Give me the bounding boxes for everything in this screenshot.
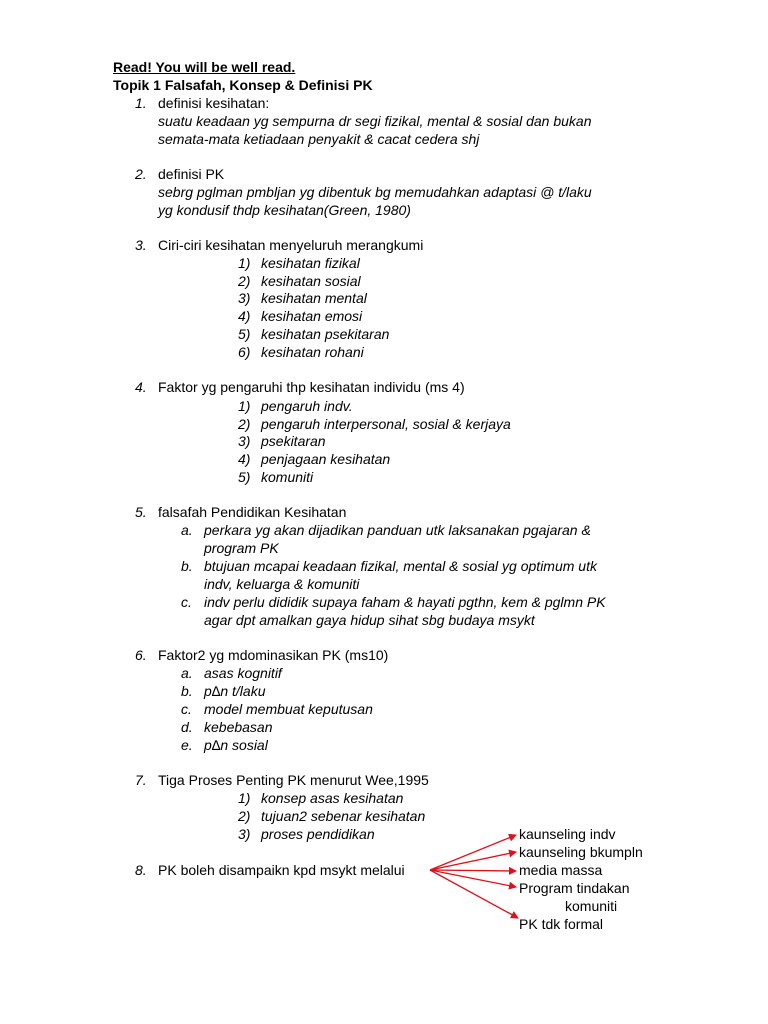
channel-program-tindakan-cont: komuniti xyxy=(565,898,618,914)
list-text: perkara yg akan dijadikan panduan utk laksanakan pgajaran & xyxy=(204,522,591,538)
section-title: Faktor2 yg mdominasikan PK (ms10) xyxy=(158,647,389,663)
list-text: tujuan2 sebenar kesihatan xyxy=(261,808,426,824)
list-marker: 1) xyxy=(238,790,251,806)
list-text: kebebasan xyxy=(204,719,273,735)
list-marker: 2) xyxy=(238,808,251,824)
list-text: kesihatan fizikal xyxy=(261,255,360,271)
section-title: Faktor yg pengaruhi thp kesihatan individu (ms 4) xyxy=(158,379,465,395)
channel-media-massa: media massa xyxy=(519,862,603,878)
list-text: proses pendidikan xyxy=(261,826,375,842)
list-marker: 1) xyxy=(238,398,251,414)
list-marker: 5) xyxy=(238,326,251,342)
section-title: Ciri-ciri kesihatan menyeluruh merangkumi xyxy=(158,237,424,253)
list-text: kesihatan mental xyxy=(261,290,367,306)
section-body-line: yg kondusif thdp kesihatan(Green, 1980) xyxy=(158,202,411,218)
list-marker: a. xyxy=(181,665,193,681)
list-text: asas kognitif xyxy=(204,665,282,681)
channel-kaunseling-indv: kaunseling indv xyxy=(519,826,616,842)
list-text: model membuat keputusan xyxy=(204,701,373,717)
list-marker: 1) xyxy=(238,255,251,271)
list-text: kesihatan psekitaran xyxy=(261,326,390,342)
list-marker: 3) xyxy=(238,433,251,449)
channel-pk-tdk-formal: PK tdk formal xyxy=(519,916,604,932)
list-text: pengaruh indv. xyxy=(261,398,353,414)
arrow-to-kaunseling-indv xyxy=(430,835,516,870)
section-number: 4. xyxy=(135,379,147,395)
list-text: pengaruh interpersonal, sosial & kerjaya xyxy=(261,416,511,432)
section-number: 6. xyxy=(135,647,147,663)
section-title: Tiga Proses Penting PK menurut Wee,1995 xyxy=(158,772,429,788)
arrow-to-pk-tdk-formal xyxy=(430,870,518,918)
section-title: PK boleh disampaikn kpd msykt melalui xyxy=(158,862,405,878)
list-marker: 5) xyxy=(238,469,251,485)
list-marker: 2) xyxy=(238,273,251,289)
section-title: definisi kesihatan: xyxy=(158,95,270,111)
list-text: kesihatan emosi xyxy=(261,308,363,324)
section-body-line: suatu keadaan yg sempurna dr segi fizikal, mental & sosial dan bukan xyxy=(158,113,592,129)
section-number: 5. xyxy=(135,504,147,520)
channel-kaunseling-bkumpln: kaunseling bkumpln xyxy=(519,844,643,860)
list-marker: b. xyxy=(181,683,193,699)
section-number: 3. xyxy=(135,237,147,253)
list-text: komuniti xyxy=(261,469,314,485)
list-text-cont: program PK xyxy=(204,540,279,556)
list-text: kesihatan sosial xyxy=(261,273,361,289)
list-marker: e. xyxy=(181,737,193,753)
list-text: btujuan mcapai keadaan fizikal, mental & sosial yg optimum utk xyxy=(204,558,597,574)
list-text: p∆n sosial xyxy=(204,737,268,753)
list-marker: 3) xyxy=(238,826,251,842)
section-number: 2. xyxy=(135,166,147,182)
topic-title: Topik 1 Falsafah, Konsep & Definisi PK xyxy=(113,77,373,93)
list-marker: 6) xyxy=(238,344,251,360)
list-marker: d. xyxy=(181,719,193,735)
list-text: p∆n t/laku xyxy=(204,683,266,699)
list-marker: 4) xyxy=(238,308,251,324)
section-title: definisi PK xyxy=(158,166,225,182)
list-marker: 4) xyxy=(238,451,251,467)
arrow-to-kaunseling-bkumpln xyxy=(430,852,516,870)
read-line: Read! You will be well read. xyxy=(113,59,296,75)
section-title: falsafah Pendidikan Kesihatan xyxy=(158,504,347,520)
list-marker: 2) xyxy=(238,416,251,432)
list-text-cont: agar dpt amalkan gaya hidup sihat sbg budaya msykt xyxy=(204,612,535,628)
list-text: penjagaan kesihatan xyxy=(261,451,391,467)
list-text: konsep asas kesihatan xyxy=(261,790,404,806)
list-marker: c. xyxy=(181,701,192,717)
list-marker: c. xyxy=(181,594,192,610)
section-body-line: semata-mata ketiadaan penyakit & cacat cedera shj xyxy=(158,131,480,147)
section-number: 8. xyxy=(135,862,147,878)
list-text-cont: indv, keluarga & komuniti xyxy=(204,576,360,592)
list-marker: b. xyxy=(181,558,193,574)
list-text: psekitaran xyxy=(261,433,326,449)
arrow-to-media-massa xyxy=(430,870,516,871)
section-body-line: sebrg pglman pmbljan yg dibentuk bg memudahkan adaptasi @ t/laku xyxy=(158,184,592,200)
list-text: indv perlu dididik supaya faham & hayati pgthn, kem & pglmn PK xyxy=(204,594,606,610)
section-number: 1. xyxy=(135,95,147,111)
channel-program-tindakan: Program tindakan xyxy=(519,880,630,896)
list-marker: a. xyxy=(181,522,193,538)
arrow-to-program-tindakan xyxy=(430,870,516,887)
list-marker: 3) xyxy=(238,290,251,306)
section-number: 7. xyxy=(135,772,147,788)
list-text: kesihatan rohani xyxy=(261,344,364,360)
